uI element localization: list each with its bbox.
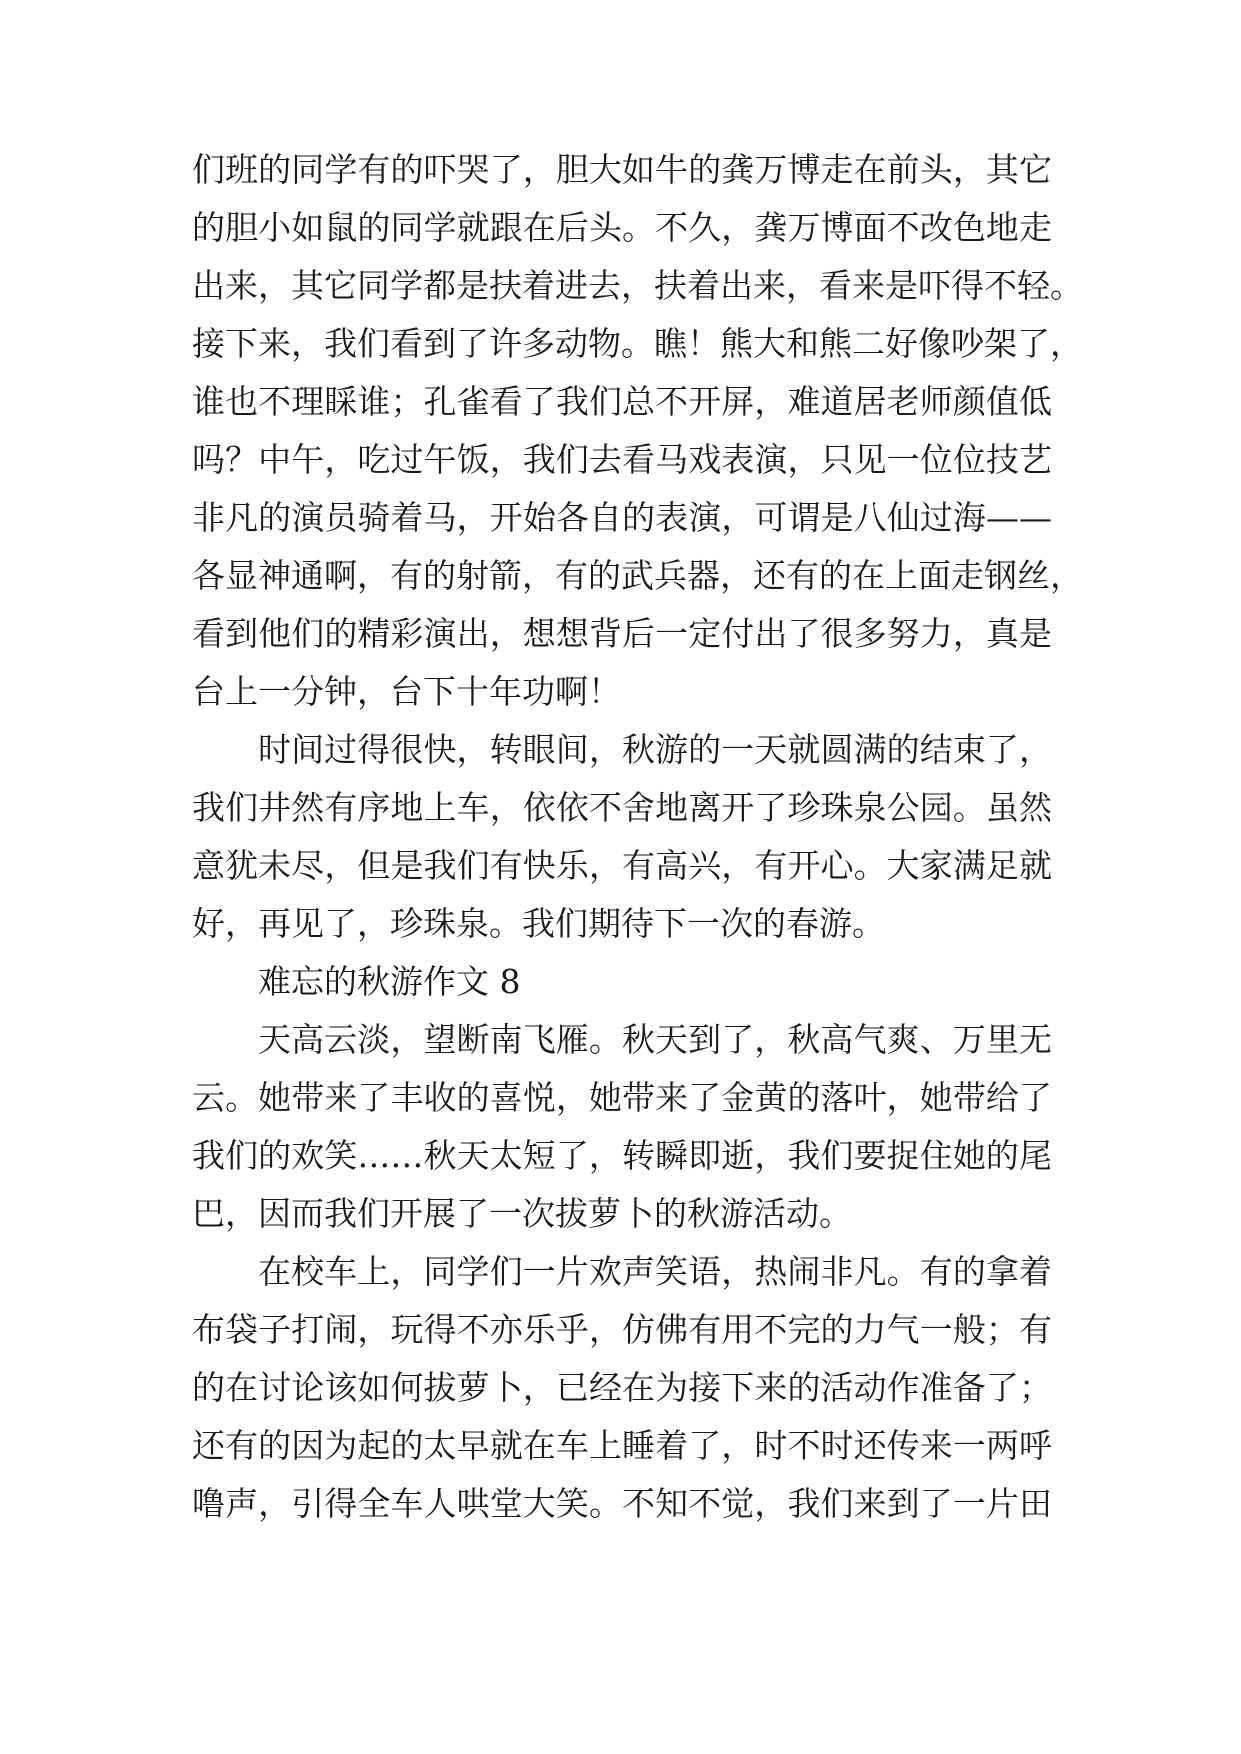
text-line: 还有的因为起的太早就在车上睡着了，时不时还传来一两呼 [192,1426,1052,1465]
text-line: 意犹未尽，但是我们有快乐，有高兴，有开心。大家满足就 [192,846,1052,885]
text-line: 巴，因而我们开展了一次拔萝卜的秋游活动。 [192,1194,852,1233]
text-line: 时间过得很快，转眼间，秋游的一天就圆满的结束了， [258,730,1052,769]
text-line: 谁也不理睬谁；孔雀看了我们总不开屏，难道居老师颜值低 [192,382,1052,421]
text-line: 天高云淡，望断南飞雁。秋天到了，秋高气爽、万里无 [258,1020,1052,1059]
text-line: 各显神通啊，有的射箭，有的武兵器，还有的在上面走钢丝， [192,556,1083,595]
text-line: 我们的欢笑……秋天太短了，转瞬即逝，我们要捉住她的尾 [192,1136,1052,1175]
text-line: 们班的同学有的吓哭了，胆大如牛的龚万博走在前头，其它 [192,150,1052,189]
text-line: 台上一分钟，台下十年功啊！ [192,672,621,711]
text-line: 在校车上，同学们一片欢声笑语，热闹非凡。有的拿着 [258,1252,1052,1291]
text-line: 好，再见了，珍珠泉。我们期待下一次的春游。 [192,904,885,943]
text-line: 的胆小如鼠的同学就跟在后头。不久，龚万博面不改色地走 [192,208,1052,247]
text-line: 非凡的演员骑着马，开始各自的表演，可谓是八仙过海—— [192,498,1052,537]
text-line: 看到他们的精彩演出，想想背后一定付出了很多努力，真是 [192,614,1052,653]
text-line: 云。她带来了丰收的喜悦，她带来了金黄的落叶，她带给了 [192,1078,1052,1117]
text-line: 出来，其它同学都是扶着进去，扶着出来，看来是吓得不轻。 [192,266,1083,305]
text-line: 的在讨论该如何拔萝卜，已经在为接下来的活动作准备了； [192,1368,1052,1407]
text-line: 接下来，我们看到了许多动物。瞧！熊大和熊二好像吵架了， [192,324,1083,363]
text-line: 布袋子打闹，玩得不亦乐乎，仿佛有用不完的力气一般；有 [192,1310,1052,1349]
text-line: 噜声，引得全车人哄堂大笑。不知不觉，我们来到了一片田 [192,1484,1052,1523]
section-heading: 难忘的秋游作文 8 [258,962,521,1001]
text-line: 我们井然有序地上车，依依不舍地离开了珍珠泉公园。虽然 [192,788,1052,827]
text-line: 吗？中午，吃过午饭，我们去看马戏表演，只见一位位技艺 [192,440,1052,479]
